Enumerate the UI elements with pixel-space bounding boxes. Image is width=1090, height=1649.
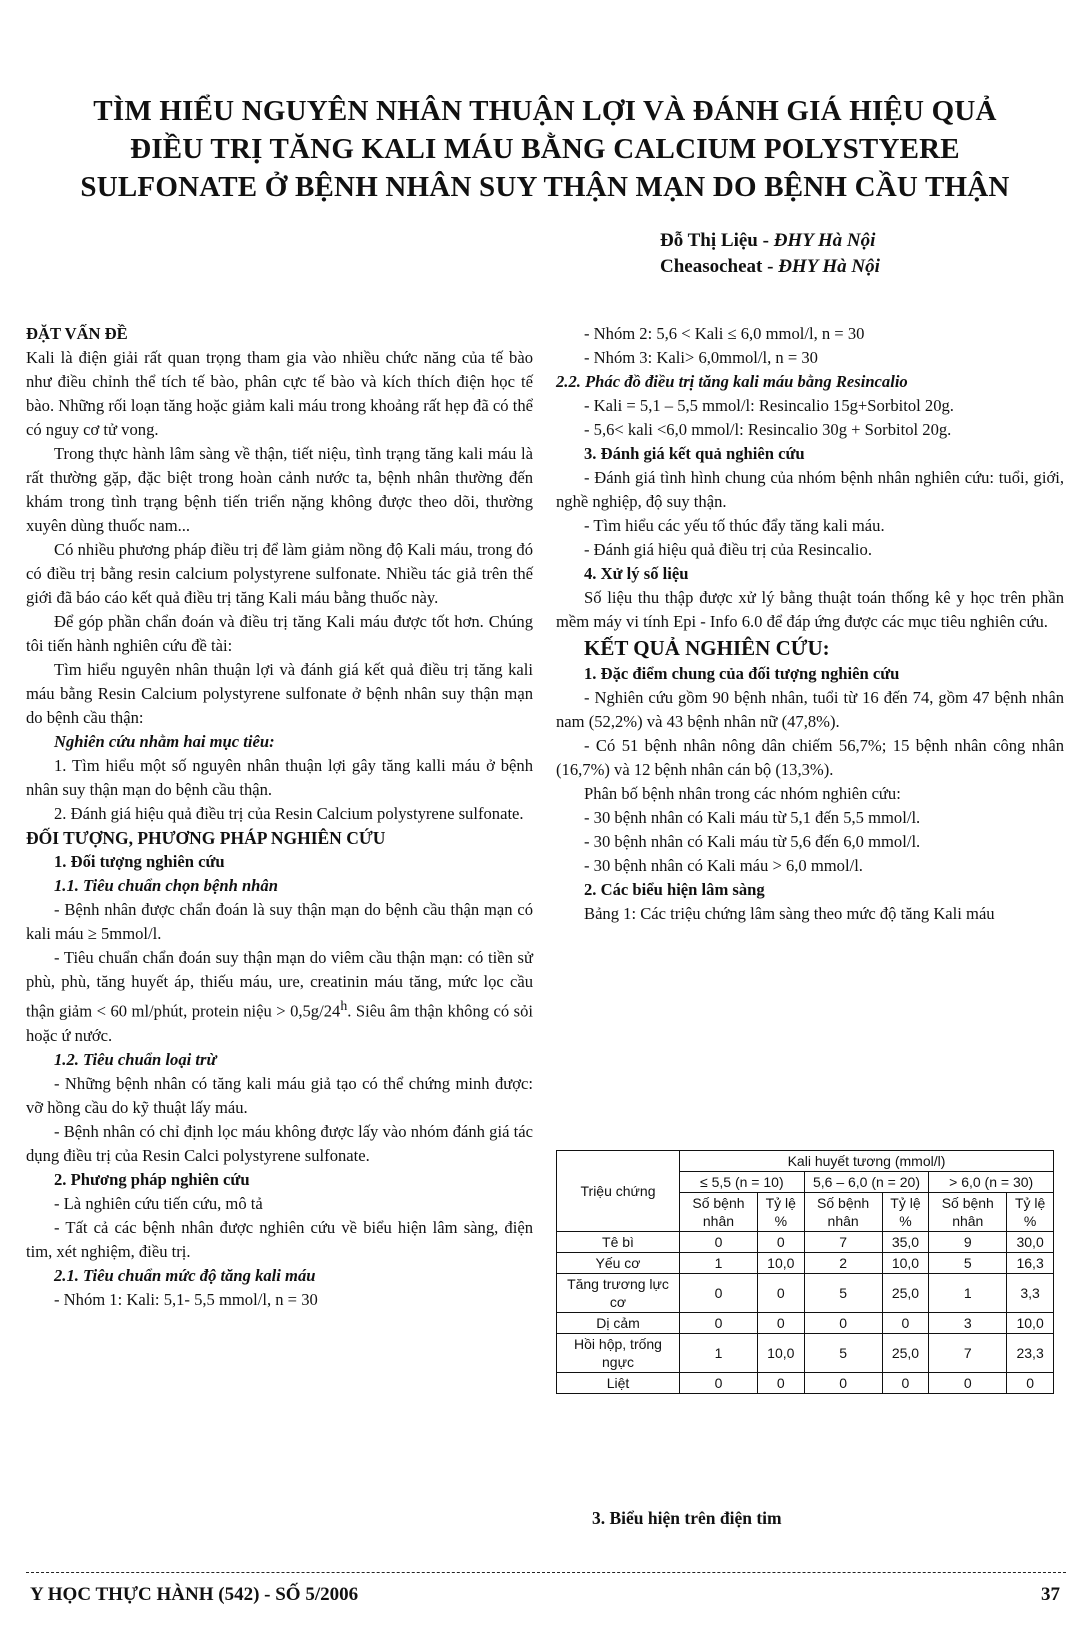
list-item: - 5,6< kali <6,0 mmol/l: Resincalio 30g + Sorbitol 20g. bbox=[584, 420, 952, 439]
subheading: 3. Đánh giá kết quả nghiên cứu bbox=[584, 444, 805, 463]
table-cell: 3 bbox=[929, 1313, 1007, 1334]
list-item: - Tiêu chuẩn chẩn đoán suy thận mạn do viêm cầu thận mạn: có tiền sử phù, phù, tăng huyết áp, thiếu máu, ure, creatinin máu tăng, mức lọc cầu thận giảm < 60 ml/phút, protein niệu > $0,5g/24^h$. Siêu âm thận không có sỏi hoặc ứ nước. bbox=[26, 948, 533, 1045]
list-item: - Tìm hiểu các yếu tố thúc đẩy tăng kali máu. bbox=[584, 516, 885, 535]
paragraph: Để góp phần chẩn đoán và điều trị tăng Kali máu được tốt hơn. Chúng tôi tiến hành nghiên cứu đề tài: bbox=[26, 612, 533, 655]
list-item: - Đánh giá hiệu quả điều trị của Resincalio. bbox=[584, 540, 872, 559]
section-heading: ĐỐI TƯỢNG, PHƯƠNG PHÁP NGHIÊN CỨU bbox=[26, 828, 386, 848]
table-cell: 0 bbox=[680, 1274, 758, 1313]
list-item: - Nhóm 3: Kali> 6,0mmol/l, n = 30 bbox=[584, 348, 818, 367]
subheading: 1.1. Tiêu chuẩn chọn bệnh nhân bbox=[54, 876, 278, 895]
table-row bbox=[557, 1373, 1054, 1394]
section-heading: 3. Biểu hiện trên điện tim bbox=[592, 1508, 782, 1528]
paragraph: Phân bố bệnh nhân trong các nhóm nghiên cứu: bbox=[584, 784, 901, 803]
table-cell: 0 bbox=[757, 1373, 804, 1394]
author-1: Đỗ Thị Liệu - ĐHY Hà Nội bbox=[660, 230, 876, 251]
table-cell: 9 bbox=[929, 1232, 1007, 1253]
symptoms-table bbox=[556, 1150, 1054, 1394]
list-item: - 30 bệnh nhân có Kali máu > 6,0 mmol/l. bbox=[584, 856, 863, 875]
subheading: 1.2. Tiêu chuẩn loại trừ bbox=[54, 1049, 217, 1069]
table-header: Kali huyết tương (mmol/l) bbox=[680, 1151, 1054, 1172]
table-cell: 25,0 bbox=[882, 1334, 929, 1373]
author-block bbox=[660, 228, 880, 280]
objective-2: 2. Đánh giá hiệu quả điều trị của Resin Calcium polystyrene sulfonate. bbox=[54, 804, 524, 823]
list-item: - Những bệnh nhân có tăng kali máu giả tạo có thể chứng minh được: vỡ hồng cầu do kỹ thuật lấy máu. bbox=[26, 1073, 533, 1117]
row-label: Hồi hộp, trống ngực bbox=[557, 1334, 680, 1373]
journal-footer: Y HỌC THỰC HÀNH (542) - SỐ 5/2006 bbox=[30, 1584, 359, 1605]
paragraph: - Có 51 bệnh nhân nông dân chiếm 56,7%; 15 bệnh nhân công nhân (16,7%) và 12 bệnh nhân cán bộ (13,3%). bbox=[556, 736, 1064, 779]
paragraph: Có nhiều phương pháp điều trị để làm giảm nồng độ Kali máu, trong đó có điều trị bằng resin calcium polystyrene sulfonate. Nhiều tác giả trên thế giới đã báo cáo kết quả điều trị tăng Kali máu bằng thuốc này. bbox=[26, 540, 533, 607]
table-header: ≤ 5,5 (n = 10) bbox=[680, 1172, 805, 1193]
table-cell: 0 bbox=[680, 1232, 758, 1253]
table-header: Số bệnh nhân bbox=[804, 1193, 882, 1232]
table-header: Số bệnh nhân bbox=[929, 1193, 1007, 1232]
left-column bbox=[26, 322, 533, 1312]
list-item: - 30 bệnh nhân có Kali máu từ 5,1 đến 5,5 mmol/l. bbox=[584, 808, 921, 827]
row-label: Yếu cơ bbox=[557, 1253, 680, 1274]
table-cell: 1 bbox=[680, 1253, 758, 1274]
footer-divider bbox=[26, 1572, 1066, 1573]
section-heading: ĐẶT VẤN ĐỀ bbox=[26, 324, 128, 343]
table-header: Triệu chứng bbox=[557, 1151, 680, 1232]
row-label: Tăng trương lực cơ bbox=[557, 1274, 680, 1313]
title-line-3: SULFONATE Ở BỆNH NHÂN SUY THẬN MẠN DO BỆNH CẦU THẬN bbox=[80, 171, 1010, 203]
table-cell: 16,3 bbox=[1007, 1253, 1054, 1274]
table-cell: 0 bbox=[929, 1373, 1007, 1394]
title-line-2: ĐIỀU TRỊ TĂNG KALI MÁU BẰNG CALCIUM POLYSTYERE bbox=[130, 133, 960, 165]
table-cell: 35,0 bbox=[882, 1232, 929, 1253]
table-cell: 0 bbox=[804, 1373, 882, 1394]
table-header: > 6,0 (n = 30) bbox=[929, 1172, 1054, 1193]
table-cell: 0 bbox=[882, 1313, 929, 1334]
subheading: Nghiên cứu nhằm hai mục tiêu: bbox=[54, 732, 275, 751]
table-cell: 23,3 bbox=[1007, 1334, 1054, 1373]
table-cell: 10,0 bbox=[757, 1334, 804, 1373]
table-cell: 5 bbox=[804, 1334, 882, 1373]
table-cell: 3,3 bbox=[1007, 1274, 1054, 1313]
table-cell: 1 bbox=[929, 1274, 1007, 1313]
table-header: Số bệnh nhân bbox=[680, 1193, 758, 1232]
list-item: - Kali = 5,1 – 5,5 mmol/l: Resincalio 15g+Sorbitol 20g. bbox=[584, 396, 954, 415]
table-header: 5,6 – 6,0 (n = 20) bbox=[804, 1172, 929, 1193]
section-heading: KẾT QUẢ NGHIÊN CỨU: bbox=[584, 636, 830, 660]
table-cell: 0 bbox=[757, 1232, 804, 1253]
table-cell: 30,0 bbox=[1007, 1232, 1054, 1253]
table-header: Tỷ lệ % bbox=[757, 1193, 804, 1232]
subheading: 4. Xử lý số liệu bbox=[584, 564, 689, 583]
table-cell: 25,0 bbox=[882, 1274, 929, 1313]
table-cell: 7 bbox=[929, 1334, 1007, 1373]
table-header: Tỷ lệ % bbox=[882, 1193, 929, 1232]
list-item: - Nhóm 2: 5,6 < Kali ≤ 6,0 mmol/l, n = 30 bbox=[584, 324, 865, 343]
author-affiliation: ĐHY Hà Nội bbox=[773, 230, 876, 251]
page-number: 37 bbox=[1041, 1584, 1060, 1605]
table-row bbox=[557, 1313, 1054, 1334]
table-row bbox=[557, 1334, 1054, 1373]
table-cell: 0 bbox=[757, 1313, 804, 1334]
table-cell: 1 bbox=[680, 1334, 758, 1373]
table-cell: 5 bbox=[929, 1253, 1007, 1274]
row-label: Liệt bbox=[557, 1373, 680, 1394]
title-line-1: TÌM HIỂU NGUYÊN NHÂN THUẬN LỢI VÀ ĐÁNH GIÁ HIỆU QUẢ bbox=[93, 95, 997, 127]
row-label: Tê bì bbox=[557, 1232, 680, 1253]
table-caption: Bảng 1: Các triệu chứng lâm sàng theo mức độ tăng Kali máu bbox=[584, 904, 995, 923]
table-row bbox=[557, 1274, 1054, 1313]
list-item: - Nhóm 1: Kali: 5,1- 5,5 mmol/l, n = 30 bbox=[54, 1289, 318, 1309]
paragraph: Trong thực hành lâm sàng về thận, tiết niệu, tình trạng tăng kali máu là rất thường gặp, đặc biệt trong hoàn cảnh nước ta, bệnh nhân thường đến khám trong tình trạng bệnh tiến triển nặng không được theo dõi, thường xuyên dùng thuốc nam... bbox=[26, 444, 533, 535]
paper-title bbox=[40, 92, 1050, 206]
paragraph: Tìm hiểu nguyên nhân thuận lợi và đánh giá kết quả điều trị tăng kali máu bằng Resin Calcium polystyrene sulfonate ở bệnh nhân suy thận mạn do bệnh cầu thận: bbox=[26, 660, 533, 727]
paragraph: Kali là điện giải rất quan trọng tham gia vào nhiều chức năng của tế bào như điều chỉnh thể tích tế bào, phân cực tế bào và kích thích điện học tế bào. Những rối loạn tăng hoặc giảm kali máu trong khoảng rất hẹp đã có thể có nguy cơ tử vong. bbox=[26, 348, 533, 439]
list-item: - Bệnh nhân có chỉ định lọc máu không được lấy vào nhóm đánh giá tác dụng điều trị của Resin Calci polystyrene sulfonate. bbox=[26, 1121, 533, 1165]
subheading: 2. Các biểu hiện lâm sàng bbox=[584, 880, 765, 899]
subheading: 1. Đặc điểm chung của đối tượng nghiên cứu bbox=[584, 664, 900, 683]
paragraph: - Nghiên cứu gồm 90 bệnh nhân, tuổi từ 16 đến 74, gồm 47 bệnh nhân nam (52,2%) và 43 bệnh nhân nữ (47,8%). bbox=[556, 688, 1064, 731]
objective-1: 1. Tìm hiểu một số nguyên nhân thuận lợi gây tăng kalli máu ở bệnh nhân suy thận mạn do bệnh cầu thận. bbox=[26, 756, 533, 799]
table-row bbox=[557, 1232, 1054, 1253]
list-item: - Tất cả các bệnh nhân được nghiên cứu về biểu hiện lâm sàng, điện tim, xét nghiệm, điều trị. bbox=[26, 1217, 533, 1261]
paragraph: Số liệu thu thập được xử lý bằng thuật toán thống kê y học trên phần mềm máy vi tính Epi - Info 6.0 để đáp ứng được các mục tiêu nghiên cứu. bbox=[556, 588, 1064, 631]
table-cell: 0 bbox=[680, 1373, 758, 1394]
list-item: - Là nghiên cứu tiến cứu, mô tả bbox=[54, 1193, 263, 1213]
table-cell: 2 bbox=[804, 1253, 882, 1274]
table-cell: 10,0 bbox=[882, 1253, 929, 1274]
table-cell: 7 bbox=[804, 1232, 882, 1253]
subheading: 1. Đối tượng nghiên cứu bbox=[54, 852, 225, 871]
author-2: Cheasocheat - ĐHY Hà Nội bbox=[660, 256, 880, 277]
right-column bbox=[556, 322, 1064, 926]
table-cell: 5 bbox=[804, 1274, 882, 1313]
list-item: - Bệnh nhân được chẩn đoán là suy thận mạn do bệnh cầu thận mạn có kali máu ≥ 5mmol/l. bbox=[26, 900, 533, 943]
list-item: - 30 bệnh nhân có Kali máu từ 5,6 đến 6,0 mmol/l. bbox=[584, 832, 921, 851]
table-cell: 0 bbox=[804, 1313, 882, 1334]
table-cell: 0 bbox=[882, 1373, 929, 1394]
table-row bbox=[557, 1253, 1054, 1274]
table-cell: 0 bbox=[757, 1274, 804, 1313]
list-item: - Đánh giá tình hình chung của nhóm bệnh nhân nghiên cứu: tuổi, giới, nghề nghiệp, độ suy thận. bbox=[556, 468, 1064, 511]
subheading: 2. Phương pháp nghiên cứu bbox=[54, 1169, 250, 1189]
author-affiliation: ĐHY Hà Nội bbox=[778, 256, 880, 277]
table-cell: 0 bbox=[680, 1313, 758, 1334]
subheading: 2.1. Tiêu chuẩn mức độ tăng kali máu bbox=[54, 1265, 316, 1285]
row-label: Dị cảm bbox=[557, 1313, 680, 1334]
table-cell: 0 bbox=[1007, 1373, 1054, 1394]
table-cell: 10,0 bbox=[757, 1253, 804, 1274]
subheading: 2.2. Phác đồ điều trị tăng kali máu bằng Resincalio bbox=[556, 372, 908, 391]
table-header: Tỷ lệ % bbox=[1007, 1193, 1054, 1232]
table-cell: 10,0 bbox=[1007, 1313, 1054, 1334]
